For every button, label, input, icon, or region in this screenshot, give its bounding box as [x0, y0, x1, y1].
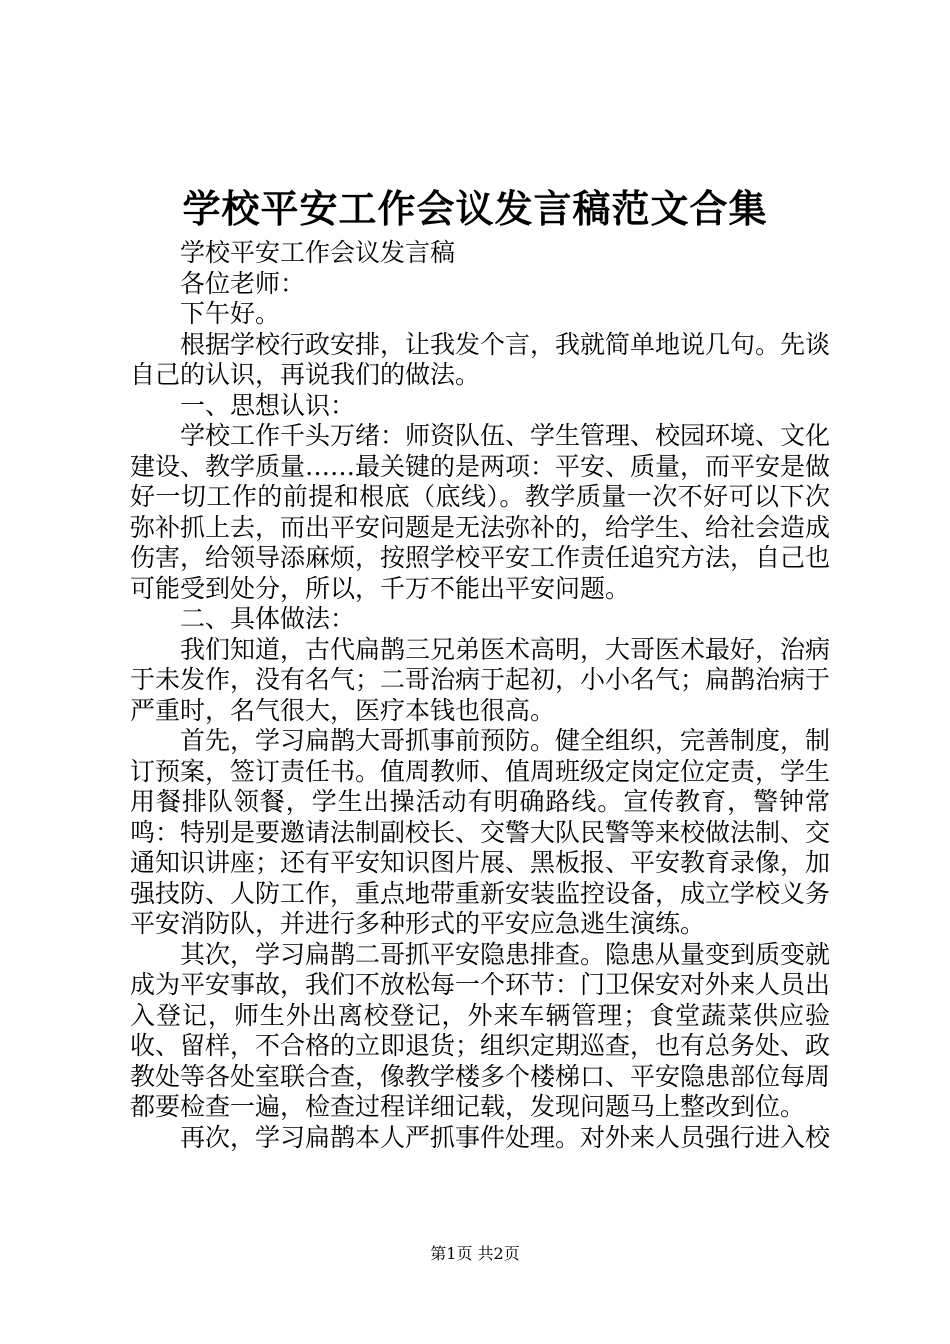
- paragraph-awareness: 学校工作千头万绪：师资队伍、学生管理、校园环境、文化建设、教学质量……最关键的是两项：平安、质量，而平安是做好一切工作的前提和根底（底线）。教学质量一次不好可以下次弥补抓上去，而出平安问题是无法弥补的，给学生、给社会造成伤害，给领导添麻烦，按照学校平安工作责任追究方法，自己也可能受到处分，所以，千万不能出平安问题。: [130, 421, 831, 603]
- paragraph-bianque: 我们知道，古代扁鹊三兄弟医术高明，大哥医术最好，治病于未发作，没有名气；二哥治病于起初，小小名气；扁鹊治病于严重时，名气很大，医疗本钱也很高。: [130, 634, 831, 725]
- paragraph-subtitle: 学校平安工作会议发言稿: [180, 238, 456, 267]
- page-total: 共2页: [477, 1244, 520, 1263]
- page-title: 学校平安工作会议发言稿范文合集: [182, 186, 768, 231]
- section-heading-1: 一、思想认识：: [180, 390, 356, 420]
- paragraph-third: 再次，学习扁鹊本人严抓事件处理。对外来人员强行进入校: [180, 1122, 831, 1152]
- page-footer: [0, 1244, 950, 1264]
- paragraph-second: 其次，学习扁鹊二哥抓平安隐患排查。隐患从量变到质变就成为平安事故，我们不放松每一个环节：门卫保安对外来人员出入登记，师生外出离校登记，外来车辆管理；食堂蔬菜供应验收、留样，不合格的立即退货；组织定期巡查，也有总务处、政教处等各处室联合查，像教学楼多个楼梯口、平安隐患部位每周都要检查一遍，检查过程详细记载，发现问题马上整改到位。: [130, 939, 831, 1121]
- section-heading-2: 二、具体做法：: [180, 604, 356, 633]
- page-number: 第1页: [430, 1244, 473, 1263]
- paragraph-greeting: 下午好。: [180, 299, 281, 328]
- paragraph-salutation: 各位老师：: [180, 268, 306, 298]
- paragraph-first: 首先，学习扁鹊大哥抓事前预防。健全组织，完善制度，制订预案，签订责任书。值周教师、值周班级定岗定位定责，学生用餐排队领餐，学生出操活动有明确路线。宣传教育，警钟常鸣：特别是要邀请法制副校长、交警大队民警等来校做法制、交通知识讲座；还有平安知识图片展、黑板报、平安教育录像，加强技防、人防工作，重点地带重新安装监控设备，成立学校义务平安消防队，并进行多种形式的平安应急逃生演练。: [130, 726, 831, 938]
- document-body: [130, 238, 830, 1153]
- paragraph-intro: 根据学校行政安排，让我发个言，我就简单地说几句。先谈自己的认识，再说我们的做法。: [130, 329, 831, 389]
